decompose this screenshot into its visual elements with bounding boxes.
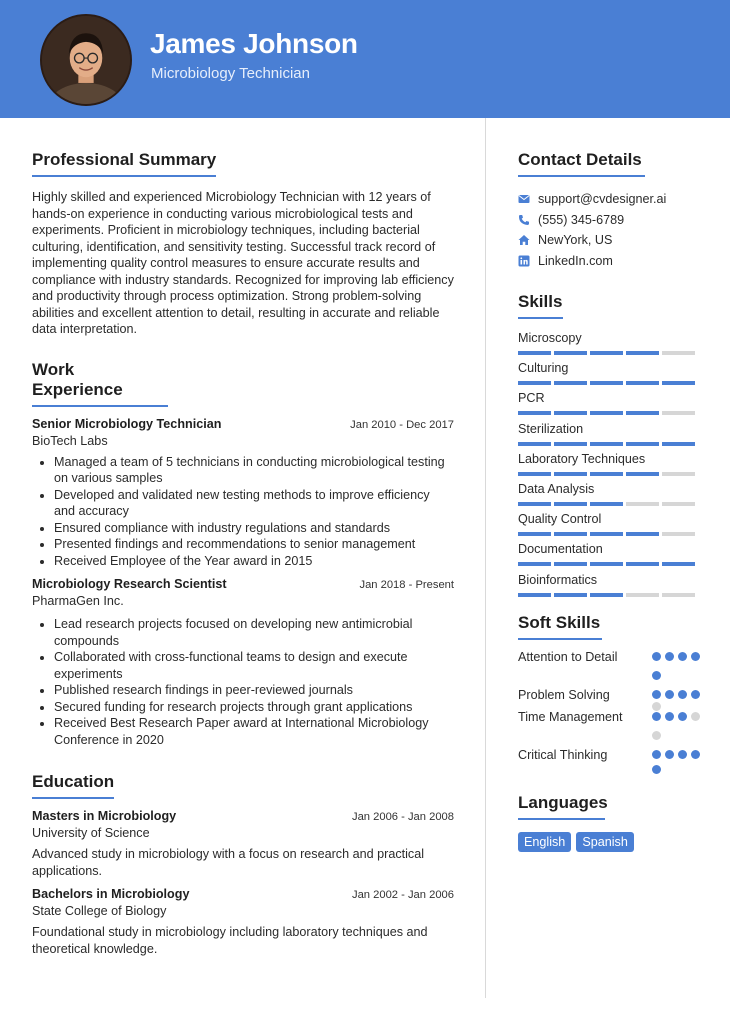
skill-level-segment: [662, 532, 695, 536]
summary-text: Highly skilled and experienced Microbiology Technician with 12 years of hands-on experience in conducting various microbiological tests and experiments. Proficient in microbiology techniques, including bacterial culturing, identification, and sensitivity testing. Successful track record of implementing quality control measures to ensure accurate results and compliance with industry standards. Recognized for improving lab efficiency and productivity through process optimization. Strong problem-solving abilities and excellent attention to detail, resulting in accurate and reliable data interpretation.: [32, 190, 454, 336]
language-tags: [518, 832, 708, 852]
languages-section: [518, 793, 708, 852]
profile-photo-illustration: [42, 16, 130, 104]
skill-level-segment: [518, 532, 551, 536]
education-description: Advanced study in microbiology with a focus on research and practical applications.: [32, 847, 425, 878]
skill-level-segment: [626, 532, 659, 536]
candidate-name: James Johnson: [150, 28, 358, 59]
contact-location: [518, 230, 708, 251]
soft-skill-rating: [652, 709, 708, 747]
skill-level-segment: [590, 562, 623, 566]
skill-name: Documentation: [518, 542, 603, 557]
job-company: PharmaGen Inc.: [32, 594, 124, 608]
skill-level-segment: [518, 472, 551, 476]
skills-list: [518, 331, 708, 603]
skill-name: Quality Control: [518, 512, 602, 527]
skill-name: Culturing: [518, 361, 569, 376]
skill-level-segment: [626, 593, 659, 597]
skill-level-segment: [662, 502, 695, 506]
contact-phone-text: (555) 345-6789: [538, 212, 625, 227]
soft-skill-name: Problem Solving: [518, 687, 610, 702]
rating-dot: [652, 765, 661, 774]
skill-name: PCR: [518, 391, 545, 406]
rating-dot: [691, 652, 700, 661]
rating-dot: [652, 671, 661, 680]
language-tag: Spanish: [576, 832, 634, 852]
skill-item: [518, 512, 708, 542]
school-name: University of Science: [32, 826, 150, 840]
soft-skill-item: [518, 747, 708, 777]
skill-level-segment: [518, 381, 551, 385]
rating-dot: [665, 690, 674, 699]
skill-name: Sterilization: [518, 421, 584, 436]
column-divider: [485, 118, 486, 998]
rating-dot: [652, 712, 661, 721]
job-company: BioTech Labs: [32, 433, 108, 448]
skill-name: Bioinformatics: [518, 572, 598, 587]
skill-name: Microscopy: [518, 331, 582, 345]
skill-level-bar: [518, 502, 708, 506]
rating-dot: [678, 690, 687, 699]
skill-level-segment: [518, 351, 551, 355]
school-name: State College of Biology: [32, 904, 167, 918]
job-bullets: [32, 454, 454, 570]
skill-level-bar: [518, 411, 708, 415]
degree-title: Masters in Microbiology: [32, 809, 177, 823]
contact-email[interactable]: [518, 189, 708, 210]
skill-level-segment: [590, 442, 623, 446]
rating-dot: [652, 750, 661, 759]
home-icon: [518, 234, 530, 246]
skill-level-segment: [626, 502, 659, 506]
soft-skill-rating: [652, 687, 708, 709]
rating-dot: [678, 652, 687, 661]
skill-level-segment: [626, 442, 659, 446]
candidate-title: Microbiology Technician: [151, 65, 310, 82]
skill-level-bar: [518, 472, 708, 476]
education-dates: Jan 2006 - Jan 2008: [351, 811, 454, 823]
skill-level-segment: [518, 442, 551, 446]
skill-level-segment: [590, 532, 623, 536]
education-entry: [32, 809, 454, 879]
skill-name: Data Analysis: [518, 481, 595, 496]
skill-level-segment: [518, 562, 551, 566]
language-tag: English: [518, 832, 571, 852]
job-title: Microbiology Research Scientist: [32, 577, 227, 591]
skill-item: [518, 361, 708, 391]
soft-skills-heading: Soft Skills: [518, 613, 602, 640]
experience-section: [32, 360, 454, 749]
skill-level-segment: [626, 351, 659, 355]
contact-linkedin-text: LinkedIn.com: [538, 253, 613, 268]
skill-level-bar: [518, 593, 708, 597]
education-dates: Jan 2002 - Jan 2006: [351, 889, 454, 901]
profile-photo: [40, 14, 132, 106]
skill-item: [518, 422, 708, 452]
job-bullet: • Lead research projects focused on developing new antimicrobial compounds: [54, 616, 454, 649]
skill-level-segment: [626, 411, 659, 415]
soft-skill-rating: [652, 747, 708, 777]
contact-email-text: support@cvdesigner.ai: [538, 192, 667, 207]
skill-level-segment: [518, 593, 551, 597]
skill-level-segment: [590, 381, 623, 385]
skill-item: [518, 573, 708, 603]
summary-section: [32, 150, 454, 338]
rating-dot: [665, 652, 674, 661]
education-description: Foundational study in microbiology including laboratory techniques and theoretical knowledge.: [32, 925, 428, 956]
rating-dot: [678, 750, 687, 759]
skill-level-segment: [626, 472, 659, 476]
rating-dot: [691, 690, 700, 699]
education-section: [32, 772, 454, 957]
languages-heading: Languages: [518, 793, 605, 820]
job-entry: [32, 577, 454, 748]
skills-heading: Skills: [518, 292, 563, 319]
skill-level-segment: [554, 532, 587, 536]
job-bullets: [32, 616, 454, 748]
experience-heading: Work Experience: [32, 360, 168, 407]
skill-item: [518, 391, 708, 421]
skill-level-segment: [626, 381, 659, 385]
skill-item: [518, 452, 708, 482]
skill-level-segment: [554, 502, 587, 506]
job-bullet: • Ensured compliance with industry regulations and standards: [54, 520, 454, 537]
skill-level-segment: [554, 442, 587, 446]
skill-level-segment: [518, 411, 551, 415]
skill-level-bar: [518, 442, 708, 446]
skill-level-segment: [626, 562, 659, 566]
job-dates: Jan 2018 - Present: [359, 579, 454, 591]
job-bullet: • Developed and validated new testing methods to improve efficiency and accuracy: [54, 487, 454, 520]
rating-dot: [652, 652, 661, 661]
skill-level-bar: [518, 562, 708, 566]
soft-skill-item: [518, 709, 708, 747]
skill-item: [518, 482, 708, 512]
contact-location-text: NewYork, US: [538, 233, 613, 248]
skill-level-segment: [554, 593, 587, 597]
skill-item: [518, 331, 708, 361]
rating-dot: [652, 690, 661, 699]
sidebar-column: [518, 150, 708, 852]
job-bullet: • Received Employee of the Year award in 2015: [54, 553, 454, 570]
contact-section: [518, 150, 708, 271]
skill-level-segment: [662, 411, 695, 415]
skill-level-bar: [518, 532, 708, 536]
job-dates: Jan 2010 - Dec 2017: [350, 418, 454, 431]
linkedin-icon: [518, 255, 530, 267]
skill-level-segment: [554, 381, 587, 385]
degree-title: Bachelors in Microbiology: [32, 887, 190, 901]
soft-skills-section: [518, 613, 708, 777]
skill-level-segment: [662, 562, 695, 566]
contact-list: [518, 189, 708, 271]
skill-level-segment: [590, 351, 623, 355]
skill-level-segment: [554, 351, 587, 355]
contact-linkedin[interactable]: [518, 251, 708, 272]
job-bullet: • Received Best Research Paper award at International Microbiology Conference in 2020: [54, 715, 454, 748]
job-entry: [32, 417, 454, 570]
contact-heading: Contact Details: [518, 150, 645, 177]
skill-level-segment: [554, 411, 587, 415]
skill-level-segment: [662, 593, 695, 597]
soft-skills-list: [518, 649, 708, 777]
phone-icon: [518, 214, 530, 226]
rating-dot: [691, 712, 700, 721]
rating-dot: [678, 712, 687, 721]
skill-level-segment: [662, 381, 695, 385]
job-title: Senior Microbiology Technician: [32, 416, 222, 431]
skill-level-segment: [662, 472, 695, 476]
skill-name: Laboratory Techniques: [518, 451, 646, 466]
soft-skill-name: Attention to Detail: [518, 649, 618, 664]
job-bullet: • Secured funding for research projects through grant applications: [54, 699, 454, 716]
job-bullet: • Collaborated with cross-functional teams to design and execute experiments: [54, 649, 454, 682]
soft-skill-item: [518, 649, 708, 687]
education-heading: Education: [32, 772, 114, 799]
skill-item: [518, 542, 708, 572]
envelope-icon: [518, 193, 530, 205]
skill-level-bar: [518, 381, 708, 385]
skill-level-bar: [518, 351, 708, 355]
skill-level-segment: [590, 593, 623, 597]
rating-dot: [665, 750, 674, 759]
main-column: [32, 150, 454, 957]
rating-dot: [652, 731, 661, 740]
education-entry: [32, 887, 454, 957]
soft-skill-name: Time Management: [518, 709, 623, 724]
skill-level-segment: [554, 472, 587, 476]
soft-skill-name: Critical Thinking: [518, 747, 608, 762]
skill-level-segment: [590, 411, 623, 415]
contact-phone[interactable]: [518, 210, 708, 231]
rating-dot: [665, 712, 674, 721]
job-bullet: • Presented findings and recommendations to senior management: [54, 536, 454, 553]
job-bullet: • Managed a team of 5 technicians in conducting microbiological testing on various samples: [54, 454, 454, 487]
soft-skill-rating: [652, 649, 708, 687]
skill-level-segment: [518, 502, 551, 506]
skill-level-segment: [662, 442, 695, 446]
skill-level-segment: [590, 472, 623, 476]
resume-header: [0, 0, 730, 118]
skill-level-segment: [554, 562, 587, 566]
skills-section: [518, 292, 708, 603]
job-bullet: • Published research findings in peer-reviewed journals: [54, 682, 454, 699]
rating-dot: [691, 750, 700, 759]
summary-heading: Professional Summary: [32, 150, 216, 177]
soft-skill-item: [518, 687, 708, 709]
skill-level-segment: [590, 502, 623, 506]
skill-level-segment: [662, 351, 695, 355]
